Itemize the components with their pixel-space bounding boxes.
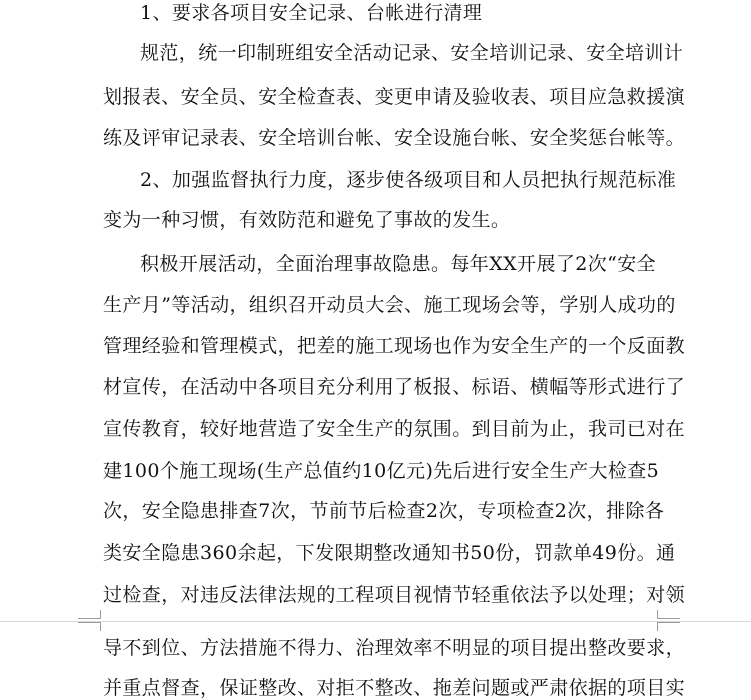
page-corner-mark xyxy=(657,610,680,619)
text-line: 过检查，对违反法律法规的工程项目视情节轻重依法予以处理；对领 xyxy=(103,584,686,606)
text-line: 次，安全隐患排查7次，节前节后检查2次，专项检查2次，排除各 xyxy=(103,500,665,522)
text-line: 宣传教育，较好地营造了安全生产的氛围。到目前为止，我司已对在 xyxy=(103,418,686,440)
text-line: 划报表、安全员、安全检查表、变更申请及验收表、项目应急救援演 xyxy=(103,86,686,108)
page-corner-mark xyxy=(78,610,101,619)
text-line: 练及评审记录表、安全培训台帐、安全设施台帐、安全奖惩台帐等。 xyxy=(103,127,686,149)
page-corner-mark xyxy=(657,622,680,631)
text-line: 导不到位、方法措施不得力、治理效率不明显的项目提出整改要求， xyxy=(103,637,686,659)
text-line: 积极开展活动，全面治理事故隐患。每年XX开展了2次“安全 xyxy=(140,253,657,275)
text-line: 建100个施工现场(生产总值约10亿元)先后进行安全生产大检查5 xyxy=(103,460,660,482)
text-line: 类安全隐患360余起，下发限期整改通知书50份，罚款单49份。通 xyxy=(103,542,676,564)
text-line: 材宣传，在活动中各项目充分利用了板报、标语、横幅等形式进行了 xyxy=(103,376,686,398)
text-line: 管理经验和管理模式，把差的施工现场也作为安全生产的一个反面教 xyxy=(103,335,686,357)
page-break-line xyxy=(0,621,751,622)
text-line: 并重点督查，保证整改、对拒不整改、拖差问题或严肃依据的项目实 xyxy=(103,677,686,699)
text-line: 1、要求各项目安全记录、台帐进行清理 xyxy=(140,2,483,24)
page-corner-mark xyxy=(78,622,101,631)
text-line: 规范，统一印制班组安全活动记录、安全培训记录、安全培训计 xyxy=(140,42,684,64)
text-line: 生产月”等活动，组织召开动员大会、施工现场会等，学别人成功的 xyxy=(103,294,676,316)
text-line: 2、加强监督执行力度，逐步使各级项目和人员把执行规范标准 xyxy=(140,169,677,191)
text-line: 变为一种习惯，有效防范和避免了事故的发生。 xyxy=(103,209,511,231)
